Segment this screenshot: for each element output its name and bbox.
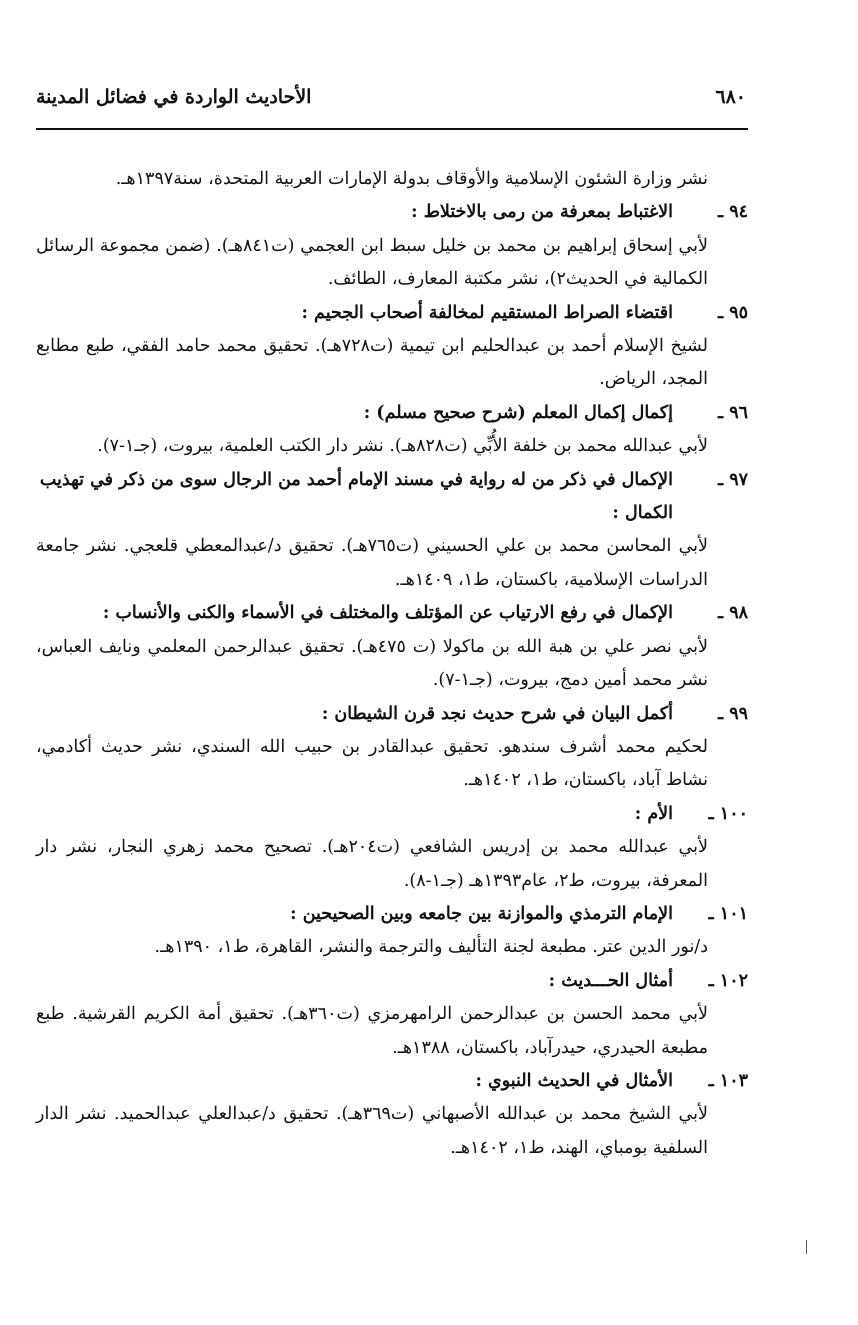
entry-94 (36, 196, 748, 229)
entry-101 (36, 898, 748, 931)
entry-98 (36, 597, 748, 630)
entry-description: لحكيم محمد أشرف سندهو. تحقيق عبدالقادر بن حبيب الله السندي، نشر حديث أكادمي، نشاط آباد، باكستان، ط١، ١٤٠٢هـ. (36, 736, 708, 791)
entry-description: لأبي عبدالله محمد بن خلفة الأُبِّي (ت٨٢٨هـ). نشر دار الكتب العلمية، بيروت، (جـ١-٧). (97, 436, 708, 457)
entry-number: ١٠٠ ـ (708, 803, 748, 824)
entry-title: أمثال الحـــديث : (548, 970, 673, 991)
entry-title: اقتضاء الصراط المستقيم لمخالفة أصحاب الجحيم : (301, 302, 673, 323)
header-rule (36, 128, 748, 130)
entry-103 (36, 1065, 748, 1098)
entry-95 (36, 297, 748, 330)
entry-title: أكمل البيان في شرح حديث نجد قرن الشيطان : (321, 703, 673, 724)
entry-description: د/نور الدين عتر. مطبعة لجنة التأليف والترجمة والنشر، القاهرة، ط١، ١٣٩٠هـ. (154, 937, 708, 958)
continuation-text: نشر وزارة الشئون الإسلامية والأوقاف بدولة الإمارات العربية المتحدة، سنة١٣٩٧هـ. (115, 169, 708, 189)
entry-title: الإكمال في رفع الارتياب عن المؤتلف والمختلف في الأسماء والكنى والأنساب : (102, 603, 673, 624)
entry-description: لأبي محمد الحسن بن عبدالرحمن الرامهرمزي (ت٣٦٠هـ). تحقيق أمة الكريم القرشية. طبع مطبعة الحيدري، حيدرآباد، باكستان، ١٣٨٨هـ. (36, 1004, 709, 1058)
entry-99 (36, 698, 748, 731)
entry-97 (36, 464, 748, 531)
entry-title: الإكمال في ذكر من له رواية في مسند الإمام أحمد من الرجال سوى من ذكر في تهذيب الكمال : (39, 469, 673, 524)
entry-title: الأمثال في الحديث النبوي : (475, 1070, 673, 1091)
page-number: ٦٨٠ (715, 86, 746, 108)
page-body (36, 163, 748, 1165)
entry-title: الاغتباط بمعرفة من رمى بالاختلاط : (411, 202, 673, 223)
entry-number: ٩٦ ـ (717, 402, 748, 423)
entry-number: ٩٧ ـ (717, 469, 748, 490)
entry-description: لأبي عبدالله محمد بن إدريس الشافعي (ت٢٠٤هـ). تصحيح محمد زهري النجار، نشر دار المعرفة، بيروت، ط٢، عام١٣٩٣هـ (جـ١-٨). (36, 837, 708, 891)
entry-100 (36, 798, 748, 831)
entry-description: لأبي إسحاق إبراهيم بن محمد بن خليل سبط ابن العجمي (ت٨٤١هـ). (ضمن مجموعة الرسائل الكمالية في الحديث٢)، نشر مكتبة المعارف، الطائف. (36, 235, 708, 290)
entry-number: ١٠١ ـ (708, 903, 748, 924)
entry-description: لأبي نصر علي بن هبة الله بن ماكولا (ت ٤٧٥هـ). تحقيق عبدالرحمن المعلمي ونايف العباس، نشر محمد أمين دمج، بيروت، (جـ١-٧). (36, 636, 708, 691)
entry-number: ١٠٢ ـ (708, 970, 748, 991)
entry-number: ٩٤ ـ (717, 202, 748, 223)
entry-number: ٩٨ ـ (717, 603, 748, 624)
entry-number: ٩٩ ـ (717, 703, 748, 724)
entry-title: إكمال إكمال المعلم (شرح صحيح مسلم) : (363, 402, 673, 423)
entry-title: الأم : (634, 803, 673, 824)
running-title: الأحاديث الواردة في فضائل المدينة (36, 86, 312, 108)
entry-description: لأبي الشيخ محمد بن عبدالله الأصبهاني (ت٣٦٩هـ). تحقيق د/عبدالعلي عبدالحميد. نشر الدار السلفية بومباي، الهند، ط١، ١٤٠٢هـ. (36, 1104, 708, 1158)
entry-102 (36, 965, 748, 998)
entry-96 (36, 397, 748, 430)
entry-number: ٩٥ ـ (717, 302, 748, 323)
entry-description: لأبي المحاسن محمد بن علي الحسيني (ت٧٦٥هـ). تحقيق د/عبدالمعطي قلعجي. نشر جامعة الدراسات الإسلامية، باكستان، ط١، ١٤٠٩هـ. (36, 536, 709, 590)
page-header (36, 86, 746, 108)
margin-mark (806, 1240, 807, 1254)
entry-title: الإمام الترمذي والموازنة بين جامعه وبين الصحيحين : (290, 903, 673, 924)
entry-number: ١٠٣ ـ (708, 1070, 748, 1091)
entry-description: لشيخ الإسلام أحمد بن عبدالحليم ابن تيمية (ت٧٢٨هـ). تحقيق محمد حامد الفقي، طبع مطابع المجد، الرياض. (36, 336, 709, 390)
